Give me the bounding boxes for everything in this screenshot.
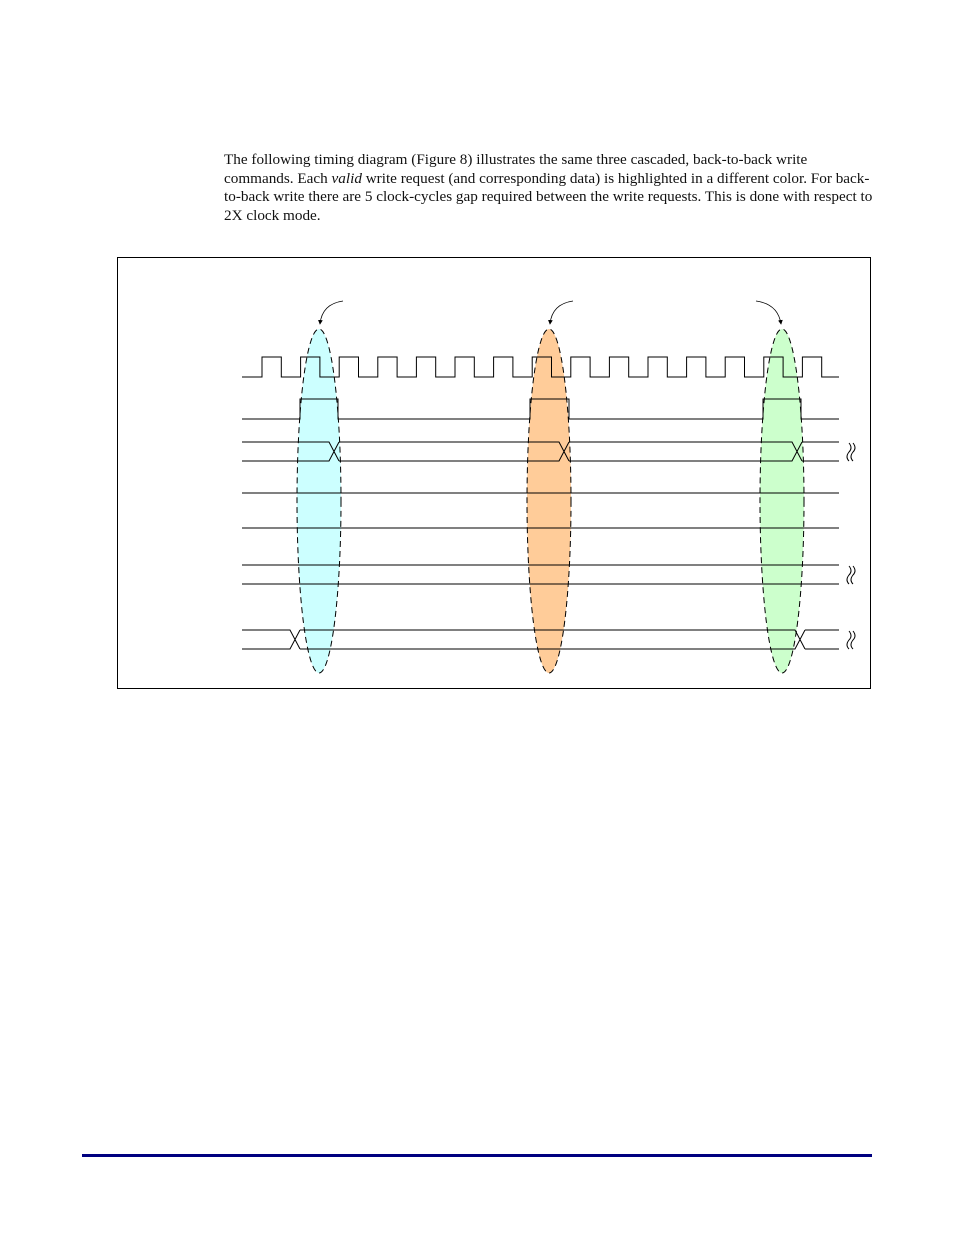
callout-arrow-2 <box>550 301 573 324</box>
footer-rule <box>82 1154 872 1157</box>
callout-arrow-group <box>320 301 781 324</box>
break-mark-1 <box>847 443 855 461</box>
callout-arrow-1 <box>320 301 343 324</box>
intro-text-1: The following timing diagram (Figure 8) illustrates the same three cascaded, back-to-back write commands. Each <box>224 151 808 187</box>
break-mark-3 <box>847 631 855 649</box>
break-mark-2 <box>847 566 855 584</box>
timing-diagram-figure <box>117 257 871 689</box>
callout-arrow-3 <box>756 301 781 324</box>
intro-text-2: write request (and corresponding data) is highlighted in a different color. For back-to-back write there are 5 clock-cycles gap required between the write requests. This is done with respect to 2X clock mode. <box>224 169 873 224</box>
timing-diagram <box>118 258 872 690</box>
highlight-group <box>297 329 804 673</box>
intro-italic-valid: valid <box>331 169 362 187</box>
intro-paragraph <box>224 151 874 225</box>
